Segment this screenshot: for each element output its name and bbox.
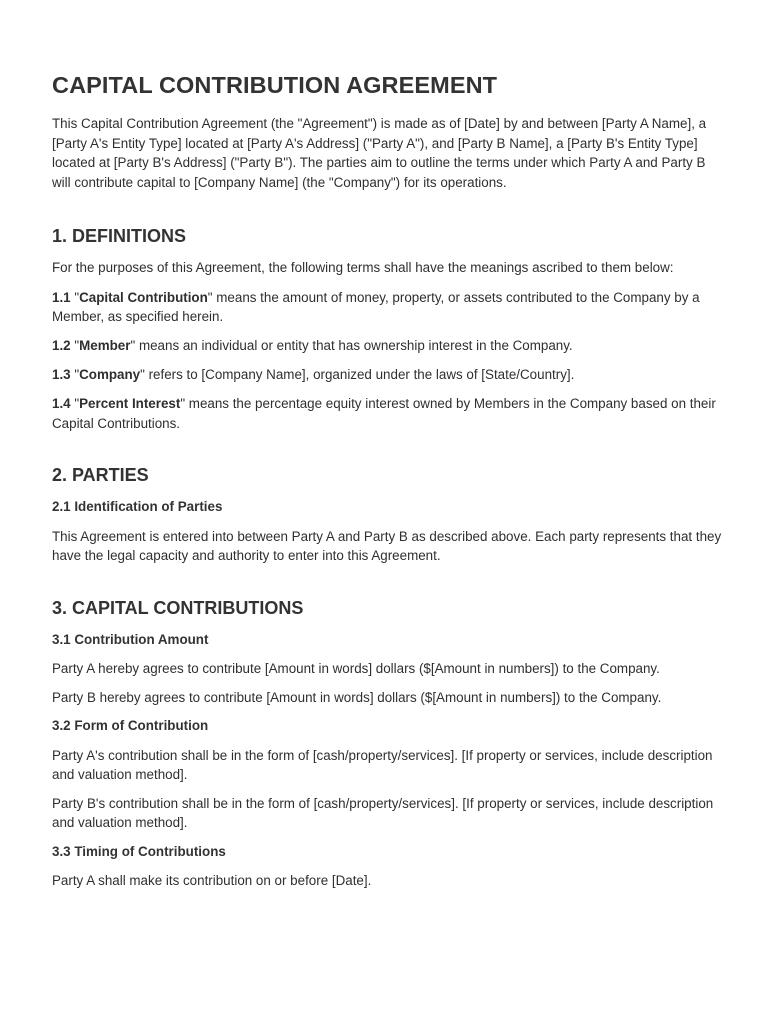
definition-text: " means the percentage equity interest owned by Members in the Company based on their Capital Contributions. <box>52 396 716 431</box>
contribution-amount-party-b: Party B hereby agrees to contribute [Amount in words] dollars ($[Amount in numbers]) to the Company. <box>52 689 662 705</box>
contribution-timing-party-a: Party A shall make its contribution on or before [Date]. <box>52 873 372 888</box>
contribution-amount-party-a: Party A hereby agrees to contribute [Amount in words] dollars ($[Amount in numbers]) to the Company. <box>52 661 660 676</box>
definition-item: 1.2 "Member" means an individual or entity that has ownership interest in the Company. <box>52 338 573 353</box>
subheading-identification-of-parties: 2.1 Identification of Parties <box>52 499 223 514</box>
section-heading-definitions: 1. DEFINITIONS <box>52 226 187 246</box>
definition-text: " means an individual or entity that has ownership interest in the Company. <box>130 338 573 353</box>
definition-number: 1.4 <box>52 396 71 411</box>
definition-term: Percent Interest <box>79 396 181 411</box>
definition-number: 1.2 <box>52 338 71 353</box>
contribution-form-party-b: Party B's contribution shall be in the form of [cash/property/services]. [If property or services, include description and valuation method]. <box>52 795 714 830</box>
definitions-intro: For the purposes of this Agreement, the following terms shall have the meanings ascribed to them below: <box>52 260 674 275</box>
subheading-timing-of-contributions: 3.3 Timing of Contributions <box>52 843 226 859</box>
definition-text: " refers to [Company Name], organized under the laws of [State/Country]. <box>140 367 575 382</box>
section-heading-capital-contributions: 3. CAPITAL CONTRIBUTIONS <box>52 597 304 618</box>
definition-term: Member <box>79 338 131 353</box>
definition-number: 1.1 <box>52 289 71 305</box>
section-heading-parties: 2. PARTIES <box>52 465 149 485</box>
subheading-contribution-amount: 3.1 Contribution Amount <box>52 631 209 647</box>
definition-number: 1.3 <box>52 367 71 382</box>
definition-item: 1.4 "Percent Interest" means the percentage equity interest owned by Members in the Company based on their Capital Contributions. <box>52 396 716 431</box>
definition-item: 1.3 "Company" refers to [Company Name], organized under the laws of [State/Country]. <box>52 367 575 382</box>
document-page <box>52 70 724 891</box>
subheading-form-of-contribution: 3.2 Form of Contribution <box>52 718 209 733</box>
intro-paragraph: This Capital Contribution Agreement (the "Agreement") is made as of [Date] by and between [Party A Name], a [Party A's Entity Type] located at [Party A's Address] ("Party A"), and [Party B Name], a [Party B's Entity Type] located at [Party B's Address] ("Party B"). The parties aim to outline the terms under which Party A and Party B will contribute capital to [Company Name] (the "Company") for its operations. <box>52 116 707 190</box>
definition-item: 1.1 "Capital Contribution" means the amount of money, property, or assets contributed to the Company by a Member, as specified herein. <box>52 289 700 324</box>
contribution-form-party-a: Party A's contribution shall be in the form of [cash/property/services]. [If property or services, include description and valuation method]. <box>52 747 713 782</box>
definition-term: Company <box>79 367 141 382</box>
parties-paragraph: This Agreement is entered into between Party A and Party B as described above. Each party represents that they have the legal capacity and authority to enter into this Agreement. <box>52 528 722 563</box>
document-title: CAPITAL CONTRIBUTION AGREEMENT <box>52 72 498 98</box>
definition-text: " means the amount of money, property, or assets contributed to the Company by a Member, as specified herein. <box>52 289 700 324</box>
definition-term: Capital Contribution <box>79 289 208 305</box>
